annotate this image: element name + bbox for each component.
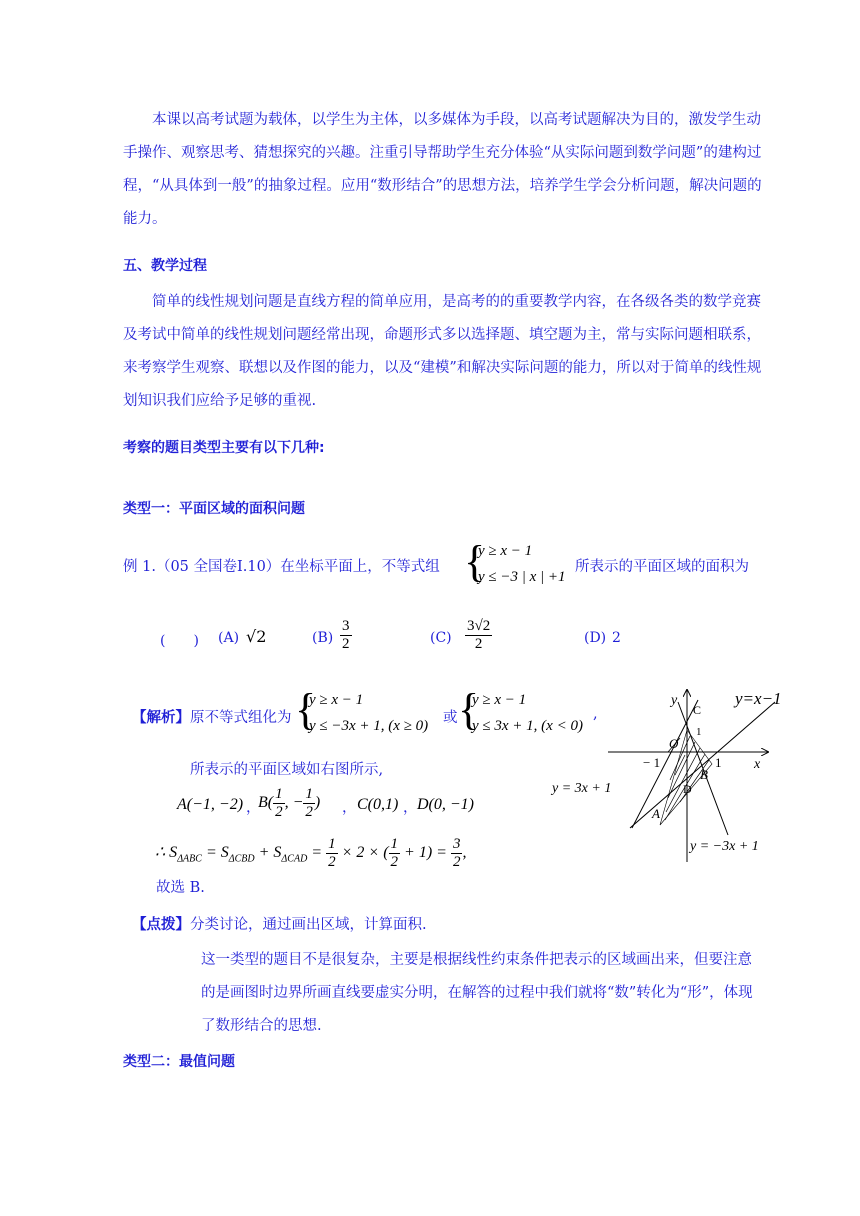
example1-suffix: 所表示的平面区域的面积为 bbox=[575, 559, 749, 575]
type2-heading: 类型二：最值问题 bbox=[123, 1054, 235, 1070]
region-graph bbox=[540, 680, 830, 870]
graph-y-label: y bbox=[671, 693, 678, 708]
example1-paren: ( ) bbox=[160, 633, 199, 649]
example1-ineq1: y ≥ x − 1 bbox=[478, 543, 533, 559]
area-plus: + S bbox=[254, 844, 282, 862]
line-y-3x-plus-1 bbox=[632, 700, 698, 828]
region-text: 所表示的平面区域如右图所示, bbox=[190, 762, 384, 778]
option-a-value: √2 bbox=[246, 627, 267, 646]
point-b-num1: 1 bbox=[275, 786, 283, 802]
system-a-line2: y ≤ −3x + 1, (x ≥ 0) bbox=[309, 718, 429, 734]
analysis-text1: 原不等式组化为 bbox=[190, 710, 292, 726]
graph-label-minus1: − 1 bbox=[643, 755, 661, 770]
area-eq2: = bbox=[307, 844, 327, 862]
area-sub2: ΔCBD bbox=[228, 853, 255, 865]
area-res-num: 3 bbox=[452, 836, 461, 852]
area-lhs: ∴ S bbox=[155, 844, 178, 862]
point-b-den1: 2 bbox=[275, 804, 283, 820]
area-plus1: + 1) = bbox=[400, 844, 451, 862]
option-d-value: 2 bbox=[612, 630, 621, 646]
option-c-fraction bbox=[465, 618, 492, 653]
graph-line2-label: y = 3x + 1 bbox=[552, 781, 612, 796]
intro-paragraph: 本课以高考试题为载体，以学生为主体，以多媒体为手段，以高考试题解决为目的，激发学生动手操作、观察思考、猜想探究的兴趣。注重引导帮助学生充分体验“从实际问题到数学问题”的建构过程，“从具体到一般”的抽象过程。应用“数形结合”的思想方法，培养学生学会分析问题，解决问题的能力。 bbox=[123, 112, 762, 227]
section5-paragraph: 简单的线性规划问题是直线方程的简单应用，是高考的的重要教学内容，在各级各类的数学竞赛及考试中简单的线性规划问题经常出现，命题形式多以选择题、填空题为主，常与实际问题相联系，来考察学生观察、联想以及作图的能力，以及“建模”和解决实际问题的能力，所以对于简单的线性规划知识我们应给予足够的重视. bbox=[123, 294, 762, 409]
option-b-num: 3 bbox=[342, 618, 350, 634]
option-c-label: (C) bbox=[430, 630, 452, 646]
type1-heading: 类型一：平面区域的面积问题 bbox=[123, 501, 305, 517]
option-b-label: (B) bbox=[312, 630, 334, 646]
area-res-den: 2 bbox=[452, 854, 461, 870]
area-end: , bbox=[462, 844, 467, 862]
area-sub1: ΔABC bbox=[177, 853, 202, 865]
hint-line bbox=[132, 913, 427, 934]
hint-paragraph: 这一类型的题目不是很复杂，主要是根据线性约束条件把表示的区域画出来，但要注意的是画图时边界所画直线要虚实分明，在解答的过程中我们就将“数”转化为“形”，体现了数形结合的思想. bbox=[201, 952, 753, 1034]
option-c-den: 2 bbox=[474, 636, 483, 652]
system-a-line1: y ≥ x − 1 bbox=[309, 692, 364, 708]
point-b-num2: 1 bbox=[305, 786, 313, 802]
area-f2-num: 1 bbox=[390, 836, 399, 852]
graph-label-b: B bbox=[700, 767, 708, 782]
example1-ineq2: y ≤ −3 | x | +1 bbox=[478, 569, 566, 585]
graph-line3-label: y = −3x + 1 bbox=[690, 839, 759, 854]
graph-x-label: x bbox=[754, 757, 761, 772]
graph-label-d: D bbox=[683, 782, 692, 796]
question-types-heading: 考察的题目类型主要有以下几种: bbox=[123, 440, 325, 456]
analysis-or: 或 bbox=[443, 710, 458, 726]
point-b-prefix: B( bbox=[258, 794, 274, 812]
section5-heading: 五、教学过程 bbox=[123, 258, 207, 274]
area-f2-den: 2 bbox=[390, 854, 399, 870]
conclusion: 故选 B. bbox=[156, 880, 205, 896]
system-b-line1: y ≥ x − 1 bbox=[472, 692, 527, 708]
option-b-fraction bbox=[340, 618, 352, 653]
sep-3: ， bbox=[403, 800, 418, 816]
graph-label-o: O bbox=[669, 736, 679, 751]
option-c-num: 3√2 bbox=[467, 618, 491, 634]
point-b-den2: 2 bbox=[305, 804, 313, 820]
sep-2: ， bbox=[342, 800, 357, 816]
hint-tag: 【点拨】 bbox=[132, 916, 190, 933]
point-b bbox=[258, 786, 320, 821]
point-b-suffix: ) bbox=[314, 794, 321, 812]
example1-brace: { bbox=[464, 537, 486, 586]
graph-label-1-right: 1 bbox=[715, 755, 722, 770]
analysis-line bbox=[132, 706, 292, 727]
area-eq1: = S bbox=[201, 844, 229, 862]
option-a-label: (A) bbox=[218, 630, 240, 646]
point-a: A(−1, −2) bbox=[177, 796, 244, 813]
hint-text: 分类讨论，通过画出区域，计算面积. bbox=[190, 917, 427, 933]
area-f1-num: 1 bbox=[328, 836, 336, 852]
area-f1-den: 2 bbox=[328, 854, 336, 870]
graph-label-1-top: 1 bbox=[696, 726, 702, 738]
option-d-label: (D) bbox=[584, 630, 607, 646]
sep-1: ， bbox=[246, 800, 261, 816]
system-a-brace: { bbox=[295, 685, 317, 734]
graph-label-a: A bbox=[652, 806, 660, 821]
point-d: D(0, −1) bbox=[417, 796, 475, 813]
graph-label-c: C bbox=[693, 703, 702, 717]
point-b-mid: , − bbox=[284, 794, 304, 812]
analysis-comma: , bbox=[593, 706, 598, 722]
option-b-den: 2 bbox=[342, 636, 350, 652]
area-times: × 2 × ( bbox=[337, 844, 389, 862]
area-sub3: ΔCAD bbox=[281, 853, 308, 865]
system-b-line2: y ≤ 3x + 1, (x < 0) bbox=[472, 718, 583, 734]
area-formula bbox=[155, 836, 466, 871]
graph-line1-label: y=x−1 bbox=[735, 689, 782, 708]
point-c: C(0,1) bbox=[357, 796, 399, 813]
analysis-tag: 【解析】 bbox=[132, 709, 190, 726]
system-b-brace: { bbox=[458, 685, 480, 734]
example1-prefix: 例 1.（05 全国卷Ⅰ.10）在坐标平面上，不等式组 bbox=[123, 559, 440, 575]
